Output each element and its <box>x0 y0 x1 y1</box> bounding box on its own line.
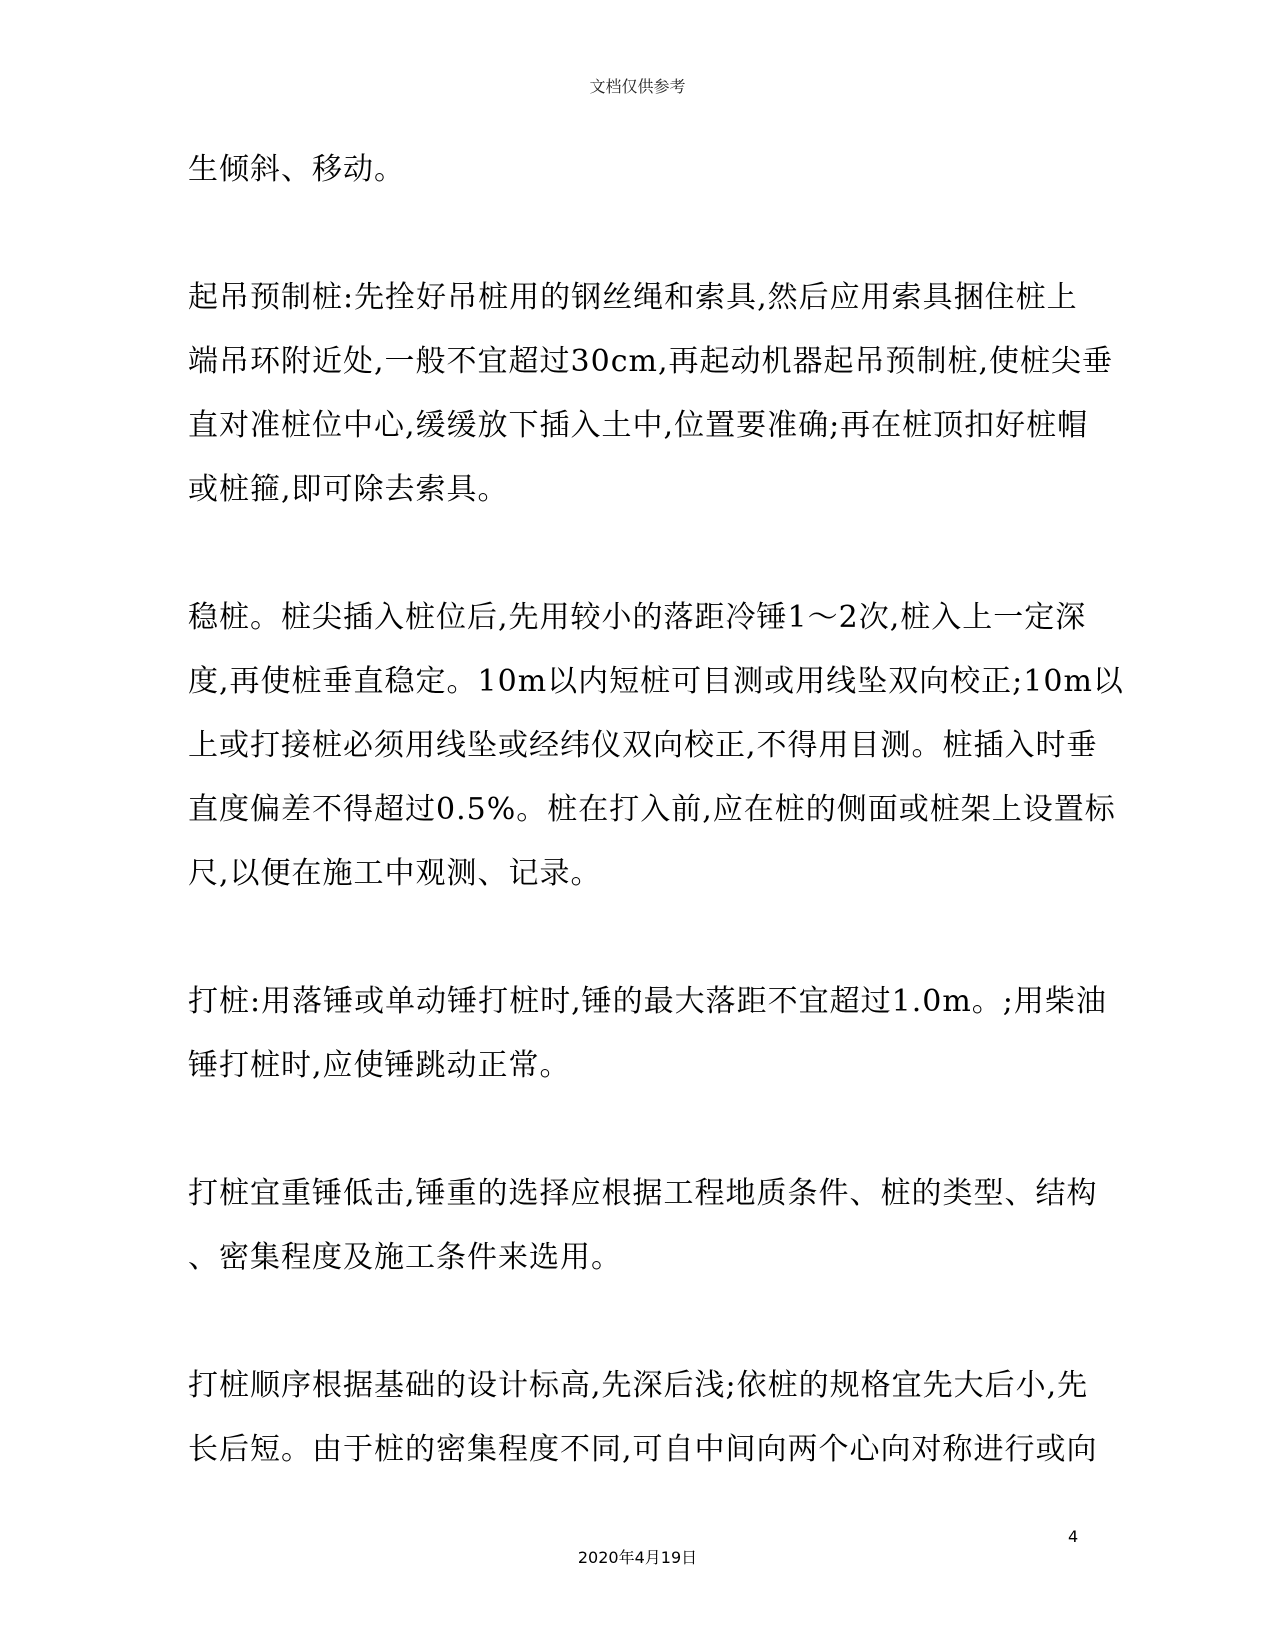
document-body <box>188 138 1124 1482</box>
text-line: 尺,以便在施工中观测、记录。 <box>188 856 602 891</box>
page-footer-date: 2020年4月19日 <box>577 1548 698 1567</box>
text-line: 直度偏差不得超过0.5%。桩在打入前,应在桩的侧面或桩架上设置标 <box>188 792 1116 827</box>
text-line: 稳桩。桩尖插入桩位后,先用较小的落距冷锤1～2次,桩入上一定深 <box>188 600 1087 635</box>
paragraph <box>188 266 1114 522</box>
text-line: 打桩顺序根据基础的设计标高,先深后浅;依桩的规格宜先大后小,先 <box>188 1368 1089 1403</box>
page-number: 4 <box>1068 1527 1079 1546</box>
page-header: 文档仅供参考 <box>589 77 686 96</box>
text-line: 度,再使桩垂直稳定。10m以内短桩可目测或用线坠双向校正;10m以 <box>188 664 1124 699</box>
text-line: 或桩箍,即可除去索具。 <box>188 472 509 507</box>
text-line: 打桩宜重锤低击,锤重的选择应根据工程地质条件、桩的类型、结构 <box>188 1176 1098 1211</box>
text-line: 端吊环附近处,一般不宜超过30cm,再起动机器起吊预制桩,使桩尖垂 <box>188 344 1114 379</box>
paragraph <box>188 1162 1108 1290</box>
paragraph <box>188 138 1108 202</box>
text-line: 打桩:用落锤或单动锤打桩时,锤的最大落距不宜超过1.0m。;用柴油 <box>188 984 1107 1019</box>
text-line: 、密集程度及施工条件来选用。 <box>188 1240 622 1275</box>
text-line: 上或打接桩必须用线坠或经纬仪双向校正,不得用目测。桩插入时垂 <box>188 728 1098 763</box>
text-line: 起吊预制桩:先拴好吊桩用的钢丝绳和索具,然后应用索具捆住桩上 <box>188 280 1078 315</box>
paragraph <box>188 970 1108 1098</box>
paragraph <box>188 1354 1108 1482</box>
text-line: 长后短。由于桩的密集程度不同,可自中间向两个心向对称进行或向 <box>188 1432 1098 1467</box>
text-line: 直对准桩位中心,缓缓放下插入土中,位置要准确;再在桩顶扣好桩帽 <box>188 408 1089 443</box>
text-line: 锤打桩时,应使锤跳动正常。 <box>188 1048 571 1083</box>
text-line: 生倾斜、移动。 <box>188 152 405 187</box>
paragraph <box>188 586 1124 906</box>
